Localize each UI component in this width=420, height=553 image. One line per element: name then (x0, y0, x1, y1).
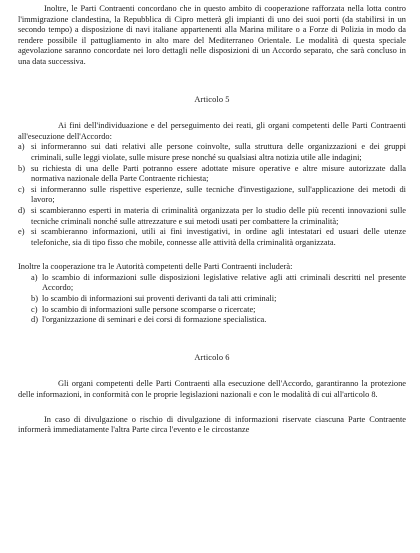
article-6-paragraph-1: Gli organi competenti delle Parti Contraenti alla esecuzione dell'Accordo, garantiranno la protezione delle informazioni, in conformità con le proprie legislazioni nazionali e con le modalità di cui all'articolo 8. (18, 379, 406, 400)
list-item (31, 294, 406, 305)
list-item-text: si informeranno sulle rispettive esperienze, sulle tecniche d'investigazione, sull'applicazione dei metodi di lavoro; (31, 184, 406, 205)
list-item-text: l'organizzazione di seminari e dei corsi di formazione specialistica. (42, 315, 267, 325)
list-item (18, 164, 406, 185)
list-item-text: lo scambio di informazioni sulle persone scomparse o ricercate; (42, 304, 256, 314)
list-item-marker: a) (31, 272, 38, 282)
list-item-text: su richiesta di una delle Parti potranno essere adottate misure operative e altre misure autorizzate dalla normativa nazionale della Parte Contraente richiesta; (31, 163, 406, 184)
list-item (31, 305, 406, 316)
intro-paragraph: Inoltre, le Parti Contraenti concordano che in questo ambito di cooperazione rafforzata nella lotta contro l'immigrazione clandestina, la Repubblica di Cipro metterà gli impianti di uno dei suoi porti (da stabilirsi in un secondo tempo) a disposizione di navi italiane appartenenti alla Marina militare o a Forze di Polizia in modo da rendere possibile il pattugliamento in alto mare del Mediterraneo Orientale. Le modalità di questa speciale agevolazione saranno concordate nei loro dettagli nelle disposizioni di un Accordo separato, che sarà concluso in una data successiva. (18, 4, 406, 66)
list-item-text: si scambieranno informazioni, utili ai fini investigativi, in ordine agli intestatari ed usuari delle utenze telefoniche, sia di tipo fisso che mobile, connesse alle attività della criminalità organizzata. (31, 227, 406, 247)
list-item-text: si scambieranno esperti in materia di criminalità organizzata per lo studio delle più recenti innovazioni sulle tecniche criminali nonché sulle attrezzature e sui metodi usati per combattere la criminalità; (31, 205, 406, 226)
list-item (18, 227, 406, 248)
list-item (18, 206, 406, 227)
list-item-marker: a) (18, 142, 25, 152)
list-item (18, 142, 406, 163)
list-item-marker: d) (18, 205, 25, 215)
cooperation-intro: Inoltre la cooperazione tra le Autorità competenti delle Parti Contraenti includerà: (18, 262, 293, 272)
list-item-marker: b) (18, 163, 25, 173)
list-item-marker: c) (18, 184, 25, 194)
list-item-text: si informeranno sui dati relativi alle persone coinvolte, sulla struttura delle organizzazioni e dei gruppi criminali, sulle leggi violate, sulle misure prese nonché su qualsiasi altra notizia utile alle indagini; (31, 142, 406, 162)
list-item-marker: d) (31, 315, 38, 325)
article-5-list (18, 142, 406, 248)
article-6-paragraph-2: In caso di divulgazione o rischio di divulgazione di informazioni riservate ciascuna Parte Contraente informerà immediatamente l'altra Parte circa l'evento e le circostanze (18, 414, 406, 435)
list-item-marker: c) (31, 304, 38, 314)
list-item-text: lo scambio di informazioni sui proventi derivanti da tali atti criminali; (42, 294, 277, 304)
list-item (31, 315, 406, 326)
list-item (18, 185, 406, 206)
list-item-marker: b) (31, 294, 38, 304)
list-item-marker: e) (18, 227, 25, 237)
article-6-heading: Articolo 6 (194, 352, 230, 362)
list-item-text: lo scambio di informazioni sulle disposizioni legislative relative agli atti criminali descritti nel presente Accordo; (42, 272, 406, 293)
article-5-intro: Ai fini dell'individuazione e del perseguimento dei reati, gli organi competenti delle Parti Contraenti all'esecuzione dell'Accordo: (18, 121, 406, 141)
list-item (31, 273, 406, 294)
cooperation-list (31, 273, 406, 326)
article-5-heading: Articolo 5 (194, 94, 230, 104)
